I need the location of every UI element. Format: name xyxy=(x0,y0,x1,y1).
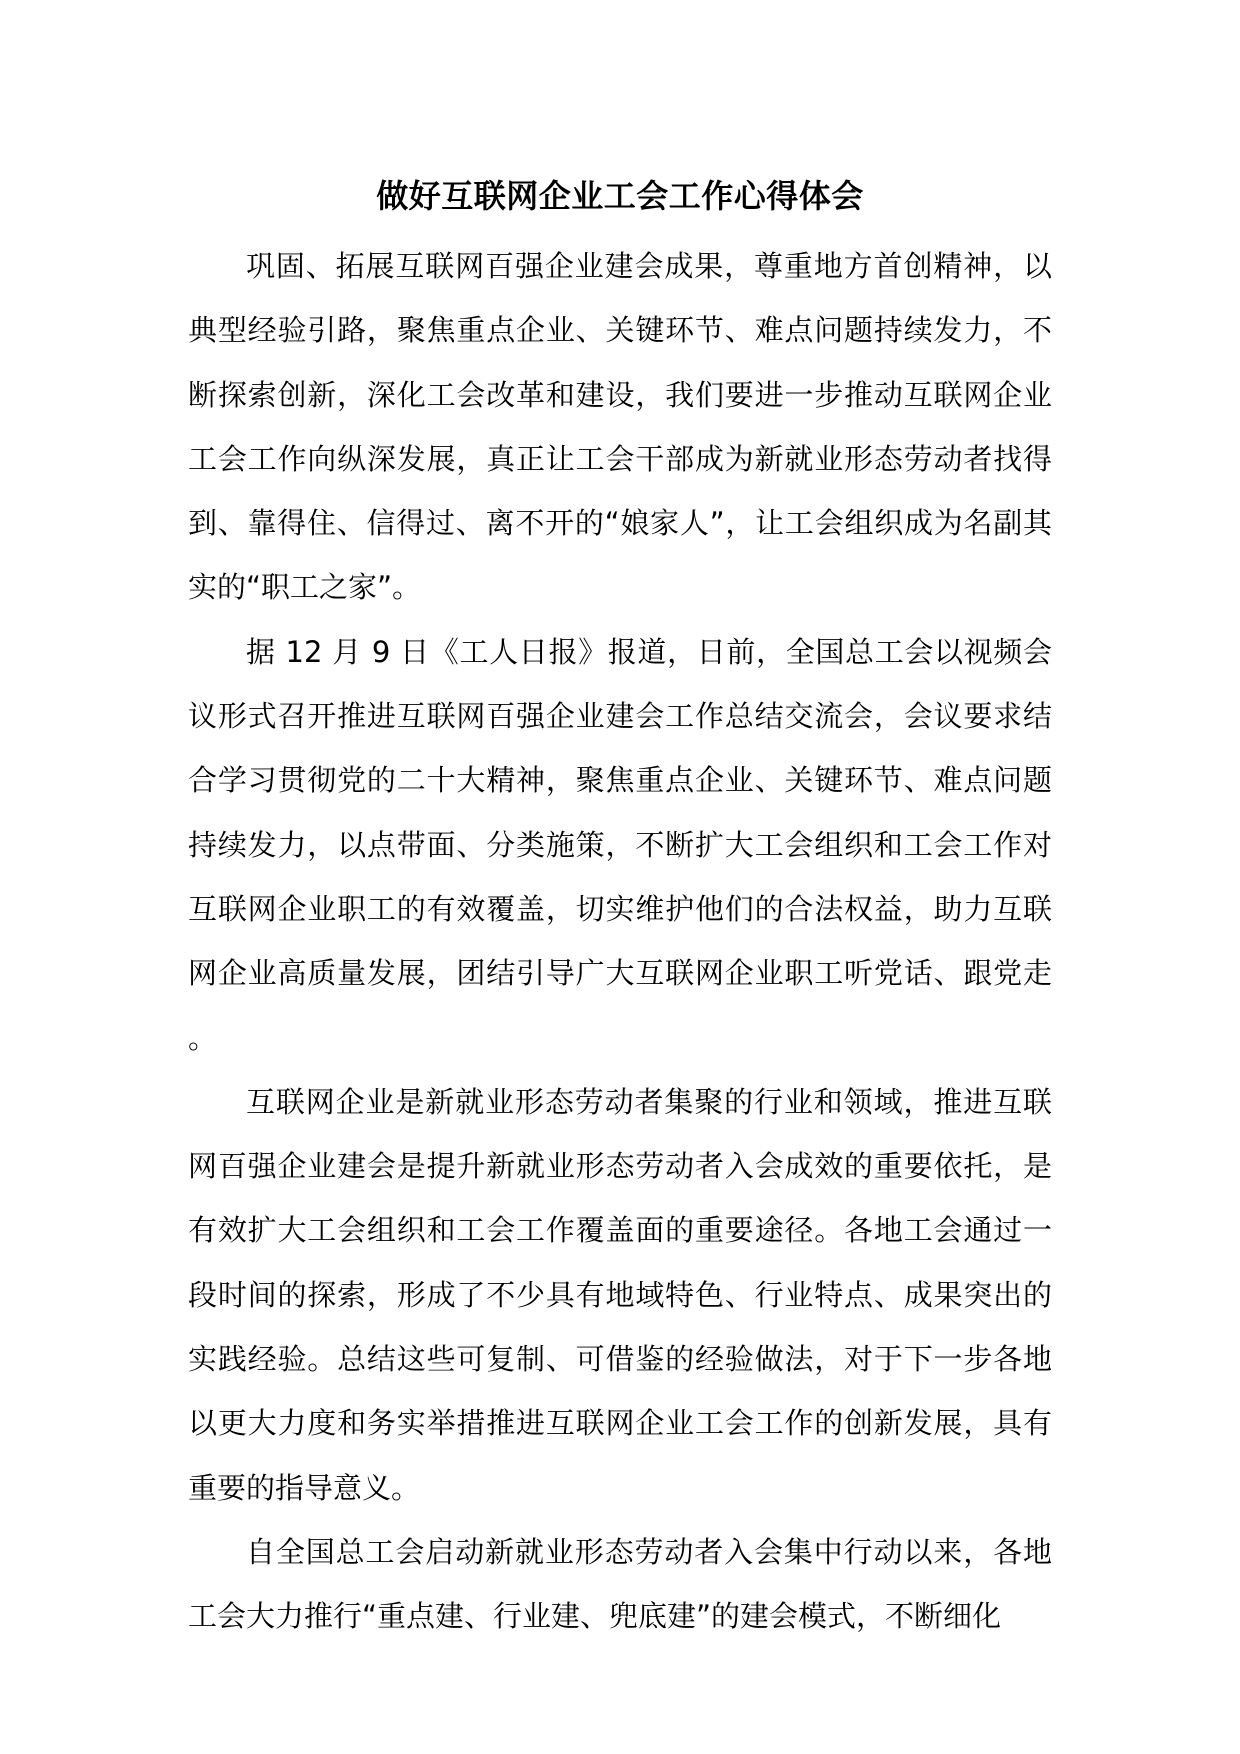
paragraph-2: 据 12 月 9 日《工人日报》报道，日前，全国总工会以视频会议形式召开推进互联网百强企业建会工作总结交流会，会议要求结合学习贯彻党的二十大精神，聚焦重点企业、关键环节、难点问题持续发力，以点带面、分类施策，不断扩大工会组织和工会工作对互联网企业职工的有效覆盖，切实维护他们的合法权益，助力互联网企业高质量发展，团结引导广大互联网企业职工听党话、跟党走。 xyxy=(188,634,1052,1055)
document-title: 做好互联网企业工会工作心得体会 xyxy=(376,177,864,215)
paragraph-3: 互联网企业是新就业形态劳动者集聚的行业和领域，推进互联网百强企业建会是提升新就业形态劳动者入会成效的重要依托，是有效扩大工会组织和工会工作覆盖面的重要途径。各地工会通过一段时间的探索，形成了不少具有地域特色、行业特点、成果突出的实践经验。总结这些可复制、可借鉴的经验做法，对于下一步各地以更大力度和务实举措推进互联网企业工会工作的创新发展，具有重要的指导意义。 xyxy=(188,1084,1052,1505)
paragraph-1: 巩固、拓展互联网百强企业建会成果，尊重地方首创精神，以典型经验引路，聚焦重点企业、关键环节、难点问题持续发力，不断探索创新，深化工会改革和建设，我们要进一步推动互联网企业工会工作向纵深发展，真正让工会干部成为新就业形态劳动者找得到、靠得住、信得过、离不开的“娘家人”，让工会组织成为名副其实的“职工之家”。 xyxy=(188,249,1052,605)
document-body xyxy=(188,234,1052,1649)
paragraph-4: 自全国总工会启动新就业形态劳动者入会集中行动以来，各地工会大力推行“重点建、行业建、兜底建”的建会模式，不断细化 xyxy=(188,1534,1052,1634)
